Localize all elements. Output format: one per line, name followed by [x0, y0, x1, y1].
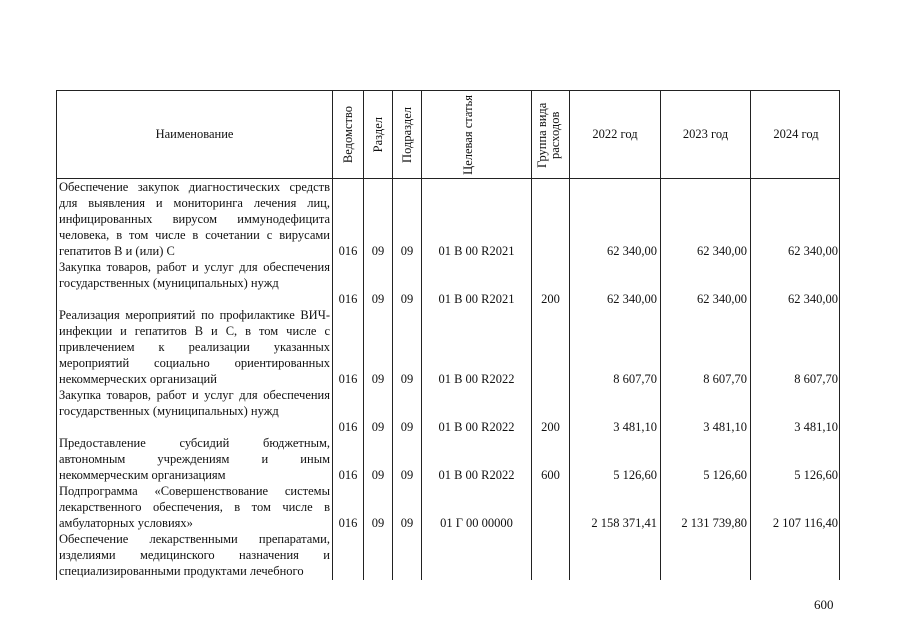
row-4-cs: 01 В 00 R2022: [438, 420, 515, 434]
row-6-cs: 01 Г 00 00000: [440, 516, 513, 530]
row-3-ved: 016: [338, 372, 358, 386]
row-2-vr: 200: [541, 292, 560, 306]
row-2-name: Закупка товаров, работ и услуг для обеспечения государственных (муниципальных) нужд: [59, 260, 330, 290]
header-razdel: Раздел: [370, 117, 385, 153]
row-6-name: Подпрограмма «Совершенствование системы лекарственного обеспечения, в том числе в амбулаторных условиях»: [59, 484, 330, 530]
row-4-vr: 200: [541, 420, 560, 434]
row-3-razdel: 09: [371, 372, 385, 386]
row-1-cs: 01 В 00 R2021: [438, 244, 515, 258]
row-5-2022: 5 126,60: [613, 468, 657, 482]
row-2-razdel: 09: [371, 292, 385, 306]
row-2-2024: 62 340,00: [788, 292, 838, 306]
row-6-2022: 2 158 371,41: [591, 516, 657, 530]
row-4-2022: 3 481,10: [613, 420, 657, 434]
budget-table: [56, 90, 840, 580]
row-4-2023: 3 481,10: [703, 420, 747, 434]
header-vedomstvo: Ведомство: [340, 106, 355, 164]
row-6-ved: 016: [338, 516, 358, 530]
row-5-name: Предоставление субсидий бюджетным, автономным учреждениям и иным некоммерческим организациям: [59, 436, 330, 482]
row-5-2024: 5 126,60: [794, 468, 838, 482]
row-4-name: Закупка товаров, работ и услуг для обеспечения государственных (муниципальных) нужд: [59, 388, 330, 418]
row-6-podrazdel: 09: [400, 516, 414, 530]
row-5-cs: 01 В 00 R2022: [438, 468, 515, 482]
row-5-ved: 016: [338, 468, 358, 482]
row-3-2023: 8 607,70: [703, 372, 747, 386]
header-podrazdel: Подраздел: [399, 107, 414, 163]
row-2-ved: 016: [338, 292, 358, 306]
header-2022: 2022 год: [592, 127, 638, 141]
row-2-2023: 62 340,00: [697, 292, 747, 306]
row-6-razdel: 09: [371, 516, 385, 530]
row-1-razdel: 09: [371, 244, 385, 258]
row-1-name: Обеспечение закупок диагностических средств для выявления и мониторинга лечения лиц, инфицированных вирусом иммунодефицита человека, в том числе в сочетании с вирусами гепатитов В и (или) С: [59, 180, 330, 258]
row-4-2024: 3 481,10: [794, 420, 838, 434]
row-6-2024: 2 107 116,40: [772, 516, 838, 530]
row-4-razdel: 09: [371, 420, 385, 434]
row-1-2024: 62 340,00: [788, 244, 838, 258]
row-1-podrazdel: 09: [400, 244, 414, 258]
row-5-2023: 5 126,60: [703, 468, 747, 482]
row-5-podrazdel: 09: [400, 468, 414, 482]
page-number: 600: [814, 597, 834, 612]
header-tselevaya: Целевая статья: [460, 95, 475, 175]
row-2-cs: 01 В 00 R2021: [438, 292, 515, 306]
row-3-name: Реализация мероприятий по профилактике ВИЧ-инфекции и гепатитов В и С, в том числе с привлечением к реализации указанных мероприятий социально ориентированных некоммерческих организаций: [59, 308, 330, 386]
header-name: Наименование: [155, 127, 234, 141]
header-2024: 2024 год: [773, 127, 819, 141]
header-gruppa: Группа вида расходов: [534, 102, 562, 168]
row-1-2022: 62 340,00: [607, 244, 657, 258]
row-5-razdel: 09: [371, 468, 385, 482]
row-5-vr: 600: [541, 468, 560, 482]
row-2-podrazdel: 09: [400, 292, 414, 306]
row-1-2023: 62 340,00: [697, 244, 747, 258]
row-3-cs: 01 В 00 R2022: [438, 372, 515, 386]
header-2023: 2023 год: [682, 127, 729, 141]
row-3-2022: 8 607,70: [613, 372, 657, 386]
row-3-2024: 8 607,70: [794, 372, 838, 386]
row-6-2023: 2 131 739,80: [681, 516, 747, 530]
row-4-ved: 016: [338, 420, 358, 434]
row-4-podrazdel: 09: [400, 420, 414, 434]
row-3-podrazdel: 09: [400, 372, 414, 386]
row-1-ved: 016: [338, 244, 358, 258]
row-2-2022: 62 340,00: [607, 292, 657, 306]
row-7-name: Обеспечение лекарственными препаратами, изделиями медицинского назначения и специализированными продуктами лечебного: [59, 532, 330, 578]
